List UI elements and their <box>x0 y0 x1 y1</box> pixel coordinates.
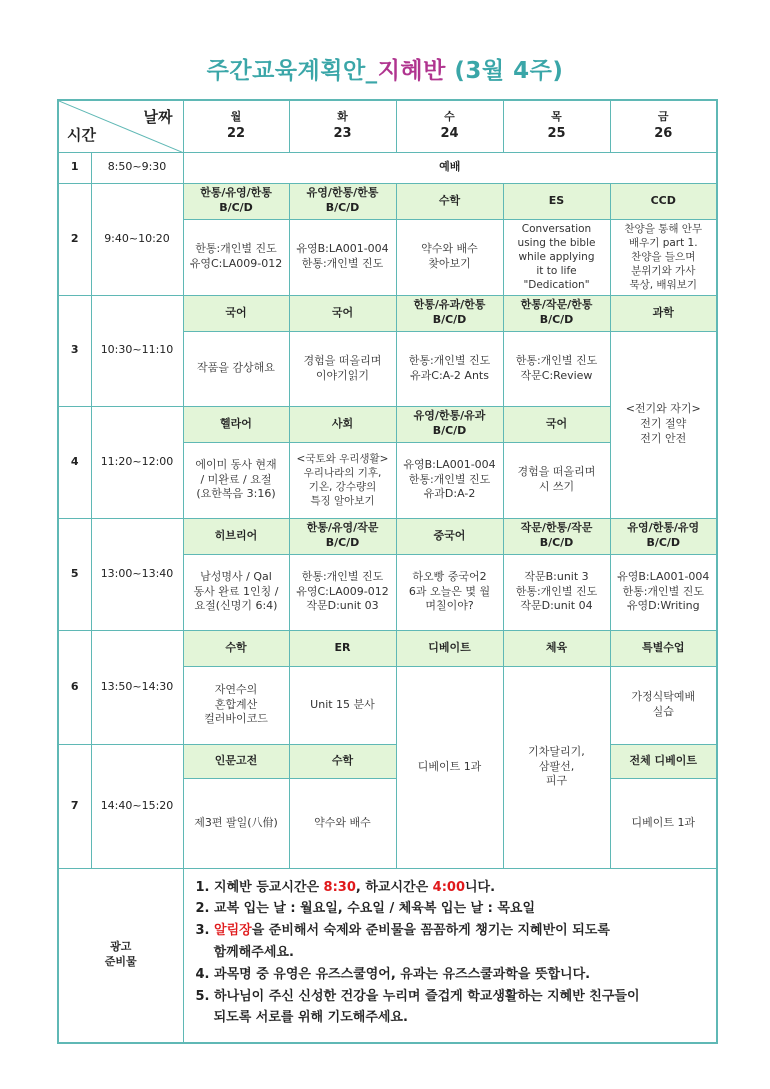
content-cell: 한통:개인별 진도 유과C:A-2 Ants <box>396 331 503 406</box>
period-time: 13:50~14:30 <box>91 630 183 744</box>
period-time: 9:40~10:20 <box>91 183 183 295</box>
notice-item-3-cont: 함께해주세요. <box>195 944 294 960</box>
notice-label: 광고 준비물 <box>58 868 183 1043</box>
notice-item-4: 4. 과목명 중 유영은 유즈스쿨영어, 유과는 유즈스쿨과학을 뜻합니다. <box>195 966 591 982</box>
content-cell: <전기와 자기> 전기 절약 전기 안전 <box>610 331 717 518</box>
content-cell: 경험을 떠올리며 시 쓰기 <box>503 442 610 518</box>
period-time: 10:30~11:10 <box>91 295 183 406</box>
content-cell: 경험을 떠올리며 이야기읽기 <box>289 331 396 406</box>
content-cell: 남성명사 / Qal 동사 완료 1인칭 / 요절(신명기 6:4) <box>183 554 289 630</box>
period-row-5-subjects <box>58 518 717 554</box>
subject-cell: 중국어 <box>396 518 503 554</box>
subject-cell: 인문고전 <box>183 744 289 778</box>
period-time: 13:00~13:40 <box>91 518 183 630</box>
day-header-wed: 수 24 <box>396 100 503 152</box>
content-cell: 약수와 배수 <box>289 778 396 868</box>
chapel-cell: 예배 <box>183 152 717 183</box>
notice-item-5-cont: 되도록 서로를 위해 기도해주세요. <box>195 1010 408 1026</box>
period-number: 1 <box>58 152 91 183</box>
period-time: 8:50~9:30 <box>91 152 183 183</box>
day-header-tue: 화 23 <box>289 100 396 152</box>
content-cell: 유영B:LA001-004 한통:개인별 진도 <box>289 219 396 295</box>
subject-cell: 히브리어 <box>183 518 289 554</box>
content-cell: 유영B:LA001-004 한통:개인별 진도 유영D:Writing <box>610 554 717 630</box>
day-header-thu: 목 25 <box>503 100 610 152</box>
period-row-6-subjects <box>58 630 717 666</box>
content-cell: 한통:개인별 진도 유영C:LA009-012 <box>183 219 289 295</box>
content-cell: 한통:개인별 진도 유영C:LA009-012 작문D:unit 03 <box>289 554 396 630</box>
content-cell: 한통:개인별 진도 작문C:Review <box>503 331 610 406</box>
period-time: 14:40~15:20 <box>91 744 183 868</box>
subject-cell: 유영/한통/유영 B/C/D <box>610 518 717 554</box>
content-cell: Conversation using the bible while applying it to life "Dedication" <box>503 219 610 295</box>
content-cell: 유영B:LA001-004 한통:개인별 진도 유과D:A-2 <box>396 442 503 518</box>
corner-header <box>58 100 183 152</box>
period-number: 6 <box>58 630 91 744</box>
period-row-2-subjects <box>58 183 717 219</box>
subject-cell: ER <box>289 630 396 666</box>
notice-row <box>58 868 717 1043</box>
content-cell: 에이미 동사 현재 / 미완료 / 요절 (요한복음 3:16) <box>183 442 289 518</box>
period-number: 5 <box>58 518 91 630</box>
content-cell: Unit 15 분사 <box>289 666 396 744</box>
period-time: 11:20~12:00 <box>91 406 183 518</box>
subject-cell: 국어 <box>183 295 289 331</box>
notice-item-3: 3. 알림장을 준비해서 숙제와 준비물을 꼼꼼하게 챙기는 지혜반이 되도록 <box>195 923 610 939</box>
subject-cell: 전체 디베이트 <box>610 744 717 778</box>
content-cell: 찬양을 통해 안무 배우기 part 1. 찬양을 들으며 분위기와 가사 묵상, 배워보기 <box>610 219 717 295</box>
header-row <box>58 100 717 152</box>
content-cell: 디베이트 1과 <box>396 666 503 868</box>
page-title: 주간교육계획안_지혜반 (3월 4주) <box>206 58 564 84</box>
content-cell: 기차달리기, 삼팔선, 피구 <box>503 666 610 868</box>
subject-cell: 한통/작문/한통 B/C/D <box>503 295 610 331</box>
subject-cell: 사회 <box>289 406 396 442</box>
subject-cell: 헬라어 <box>183 406 289 442</box>
subject-cell: 유영/한통/유과 B/C/D <box>396 406 503 442</box>
subject-cell: CCD <box>610 183 717 219</box>
subject-cell: 디베이트 <box>396 630 503 666</box>
subject-cell: 작문/한통/작문 B/C/D <box>503 518 610 554</box>
day-header-mon: 월 22 <box>183 100 289 152</box>
subject-cell: 국어 <box>503 406 610 442</box>
content-cell: 하오빵 중국어2 6과 오늘은 몇 월 며칠이야? <box>396 554 503 630</box>
content-cell: <국토와 우리생활> 우리나라의 기후, 기온, 강수량의 특징 알아보기 <box>289 442 396 518</box>
subject-cell: 특별수업 <box>610 630 717 666</box>
subject-cell: 한통/유과/한통 B/C/D <box>396 295 503 331</box>
subject-cell: 수학 <box>396 183 503 219</box>
content-cell: 자연수의 혼합계산 컬러바이코드 <box>183 666 289 744</box>
subject-cell: 과학 <box>610 295 717 331</box>
subject-cell: ES <box>503 183 610 219</box>
content-cell: 작품을 감상해요 <box>183 331 289 406</box>
period-row-1 <box>58 152 717 183</box>
subject-cell: 유영/한통/한통 B/C/D <box>289 183 396 219</box>
content-cell: 작문B:unit 3 한통:개인별 진도 작문D:unit 04 <box>503 554 610 630</box>
period-row-7-subjects <box>58 744 717 778</box>
subject-cell: 수학 <box>183 630 289 666</box>
notice-item-1: 1. 지혜반 등교시간은 8:30, 하교시간은 4:00니다. <box>195 879 496 895</box>
notice-item-2: 2. 교복 입는 날 : 월요일, 수요일 / 체육복 입는 날 : 목요일 <box>195 901 536 917</box>
schedule-table <box>57 99 718 1044</box>
period-number: 3 <box>58 295 91 406</box>
notice-content <box>183 868 717 1043</box>
content-cell: 약수와 배수 찾아보기 <box>396 219 503 295</box>
subject-cell: 한통/유영/한통 B/C/D <box>183 183 289 219</box>
date-label: 날짜 <box>143 108 173 126</box>
content-cell: 가정식탁예배 실습 <box>610 666 717 744</box>
time-label: 시간 <box>67 126 96 145</box>
period-number: 7 <box>58 744 91 868</box>
content-cell: 제3편 팔일(八佾) <box>183 778 289 868</box>
period-row-3-subjects <box>58 295 717 331</box>
period-number: 2 <box>58 183 91 295</box>
content-cell: 디베이트 1과 <box>610 778 717 868</box>
notice-item-5: 5. 하나님이 주신 신성한 건강을 누리며 즐겁게 학교생활하는 지혜반 친구들이 <box>195 988 640 1004</box>
period-number: 4 <box>58 406 91 518</box>
subject-cell: 국어 <box>289 295 396 331</box>
subject-cell: 한통/유영/작문 B/C/D <box>289 518 396 554</box>
subject-cell: 수학 <box>289 744 396 778</box>
subject-cell: 체육 <box>503 630 610 666</box>
day-header-fri: 금 26 <box>610 100 717 152</box>
